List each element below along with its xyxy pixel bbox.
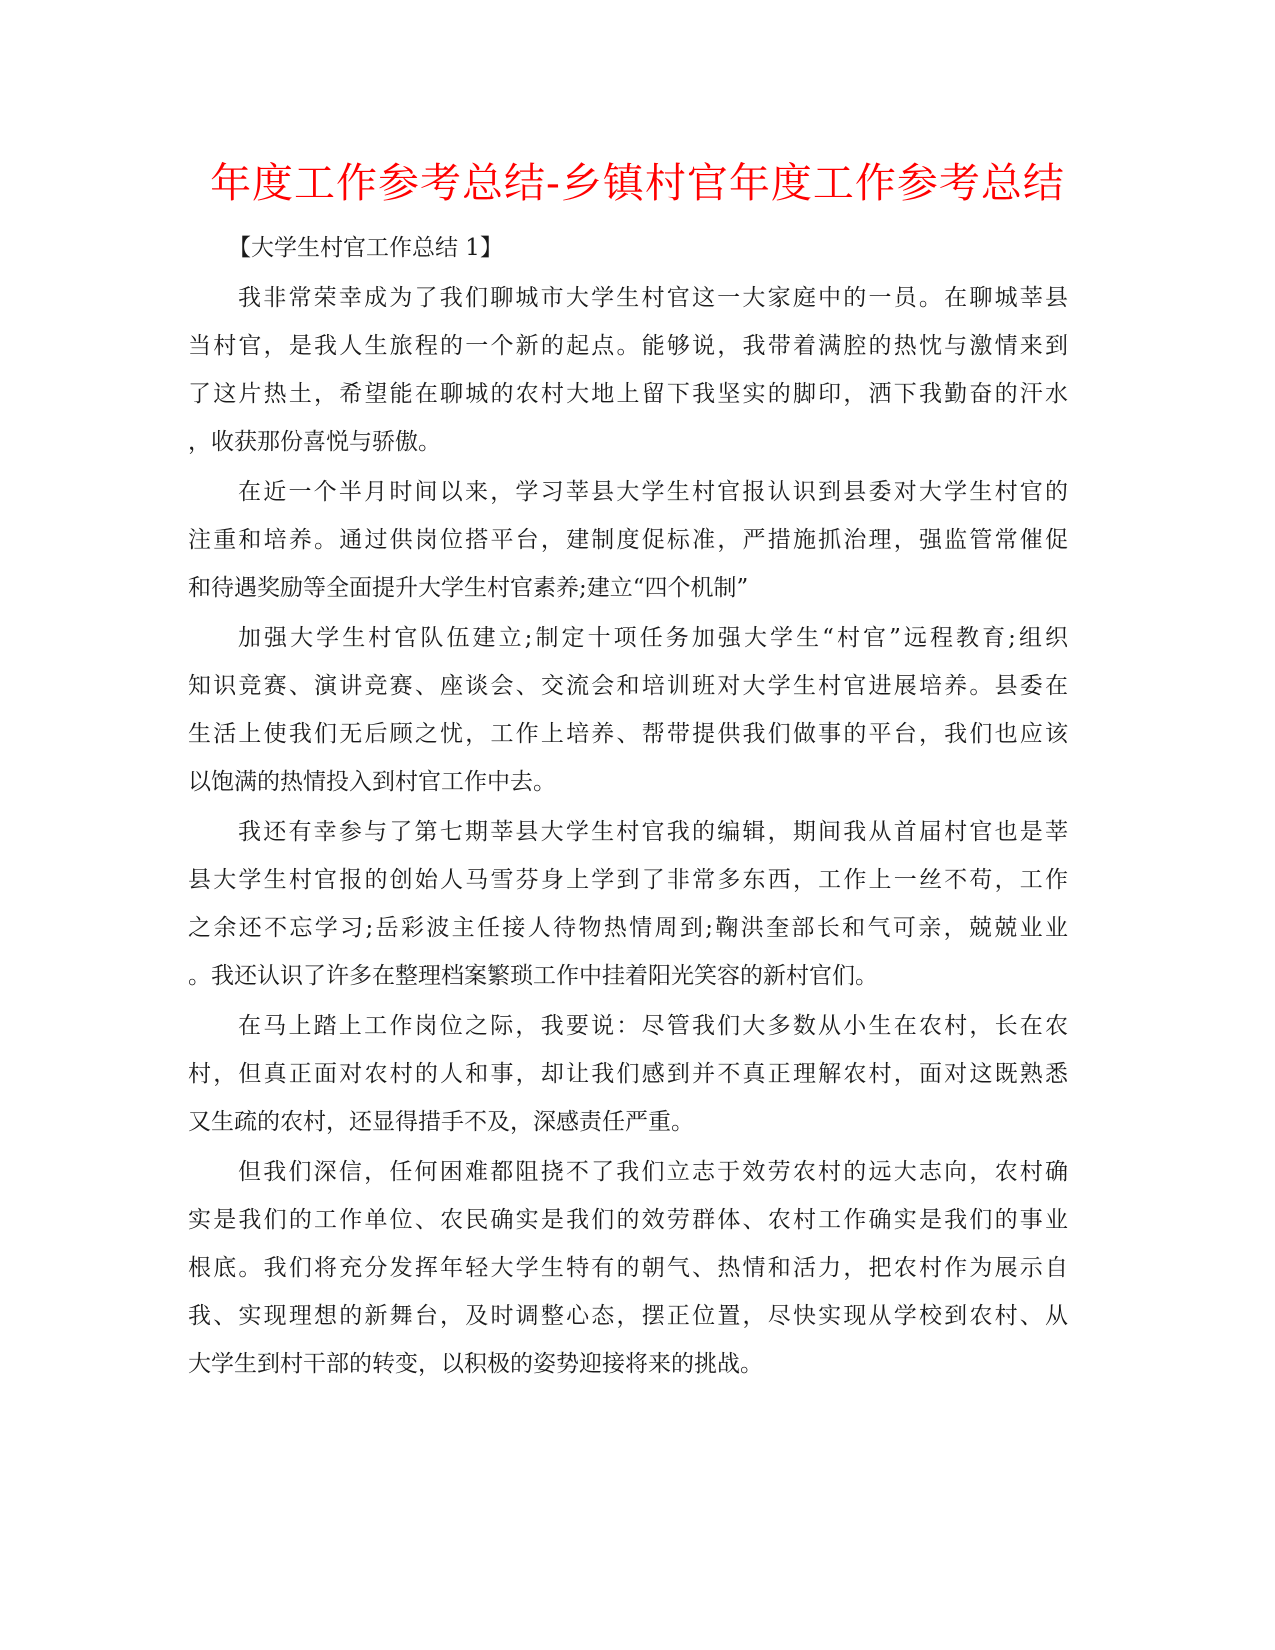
paragraph-line: 实是我们的工作单位、农民确实是我们的效劳群体、农村工作确实是我们的事业 (188, 1207, 1068, 1233)
paragraph-line: 知识竞赛、演讲竞赛、座谈会、交流会和培训班对大学生村官进展培养。县委在 (188, 673, 1068, 699)
paragraph-line: 大学生到村干部的转变，以积极的姿势迎接将来的挑战。 (188, 1351, 763, 1377)
paragraph (188, 1148, 1068, 1388)
paragraph-line: 根底。我们将充分发挥年轻大学生特有的朝气、热情和活力，把农村作为展示自 (188, 1255, 1068, 1281)
paragraph-line: 以饱满的热情投入到村官工作中去。 (188, 769, 556, 795)
document-body (188, 224, 1068, 1388)
paragraph-line: 加强大学生村官队伍建立;制定十项任务加强大学生“村官”远程教育;组织 (238, 625, 1068, 651)
paragraph-line: 又生疏的农村，还显得措手不及，深感责任严重。 (188, 1109, 694, 1135)
paragraph-line: 生活上使我们无后顾之忧，工作上培养、帮带提供我们做事的平台，我们也应该 (188, 721, 1068, 747)
paragraph-line: 县大学生村官报的创始人马雪芬身上学到了非常多东西，工作上一丝不苟，工作 (188, 867, 1068, 893)
paragraph-line: 我非常荣幸成为了我们聊城市大学生村官这一大家庭中的一员。在聊城莘县 (238, 285, 1068, 311)
paragraph (188, 808, 1068, 1000)
paragraph-line: 但我们深信，任何困难都阻挠不了我们立志于效劳农村的远大志向，农村确 (238, 1159, 1068, 1185)
document-title: 年度工作参考总结-乡镇村官年度工作参考总结 (210, 159, 1065, 207)
paragraph (188, 1002, 1068, 1146)
paragraph-line: 。我还认识了许多在整理档案繁琐工作中挂着阳光笑容的新村官们。 (188, 963, 878, 989)
paragraph-line: 注重和培养。通过供岗位搭平台，建制度促标准，严措施抓治理，强监管常催促 (188, 527, 1068, 553)
paragraph-line: 在近一个半月时间以来，学习莘县大学生村官报认识到县委对大学生村官的 (238, 479, 1068, 505)
section-subtitle: 【大学生村官工作总结 1】 (228, 235, 503, 261)
paragraph-line: ，收获那份喜悦与骄傲。 (188, 429, 441, 455)
paragraph (188, 614, 1068, 806)
paragraph (188, 468, 1068, 612)
paragraph-line: 和待遇奖励等全面提升大学生村官素养;建立“四个机制” (188, 575, 749, 601)
paragraph-line: 我还有幸参与了第七期莘县大学生村官我的编辑，期间我从首届村官也是莘 (238, 819, 1068, 845)
paragraph-line: 了这片热土，希望能在聊城的农村大地上留下我坚实的脚印，洒下我勤奋的汗水 (188, 381, 1068, 407)
paragraph-line: 我、实现理想的新舞台，及时调整心态，摆正位置，尽快实现从学校到农村、从 (188, 1303, 1068, 1329)
paragraph-line: 村，但真正面对农村的人和事，却让我们感到并不真正理解农村，面对这既熟悉 (188, 1061, 1068, 1087)
paragraph-line: 当村官，是我人生旅程的一个新的起点。能够说，我带着满腔的热忱与激情来到 (188, 333, 1068, 359)
paragraph (188, 274, 1068, 466)
paragraph-line: 在马上踏上工作岗位之际，我要说：尽管我们大多数从小生在农村，长在农 (238, 1013, 1068, 1039)
paragraph-line: 之余还不忘学习;岳彩波主任接人待物热情周到;鞠洪奎部长和气可亲，兢兢业业 (188, 915, 1068, 941)
